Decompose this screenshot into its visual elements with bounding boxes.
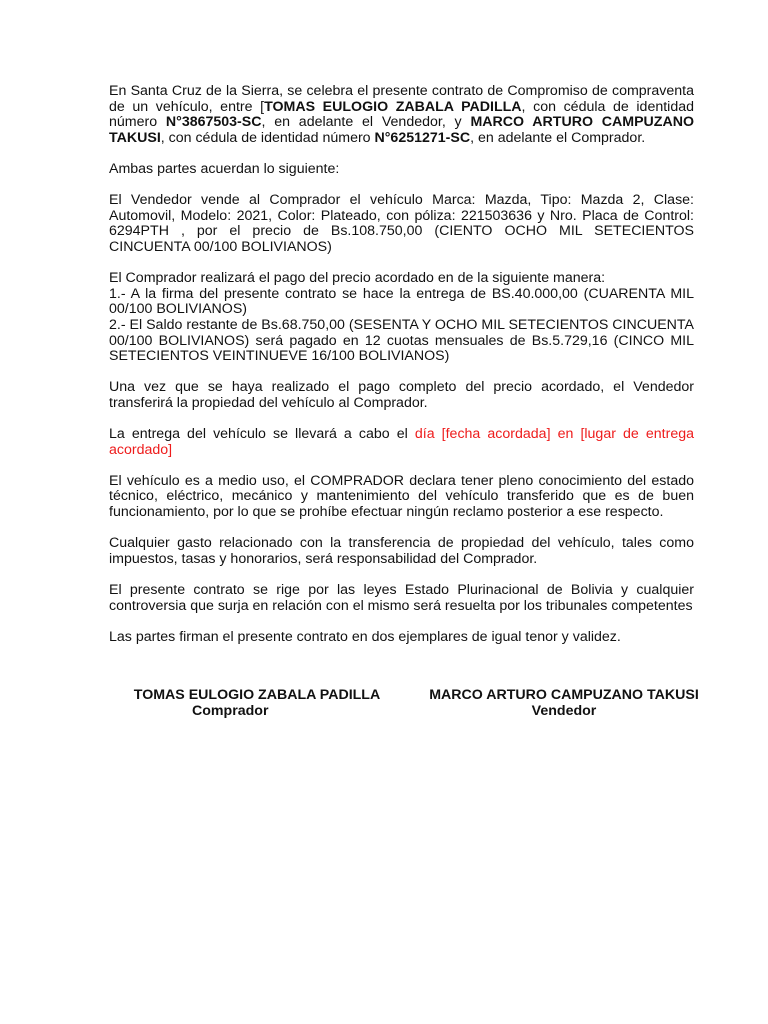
signing-statement: Las partes firman el presente contrato en dos ejemplares de igual tenor y validez. [109,628,621,645]
seller-signature-name: MARCO ARTURO CAMPUZANO TAKUSI [429,687,699,703]
payment-item-2: 2.- El Saldo restante de Bs.68.750,00 (SESENTA Y OCHO MIL SETECIENTOS CINCUENTA 00/100 BOLIVIANOS) será pagado en 12 cuotas mensuales de Bs.5.729,16 (CINCO MIL SETECIENTOS VEINTINUEVE 16/100 BOLIVIANOS) [109,316,694,365]
intro-text-e: , en adelante el Comprador. [470,129,646,146]
intro-text-b: , con cédula de identidad número [109,98,694,131]
jurisdiction-paragraph: El presente contrato se rige por las leyes Estado Plurinacional de Bolivia y cualquier controversia que surja en relación con el mismo será resuelta por los tribunales competentes [109,582,694,614]
payment-terms-block [109,271,694,365]
intro-text-a: En Santa Cruz de la Sierra, se celebra el presente contrato de Compromiso de compraventa de un vehículo, entre [ [109,83,694,115]
buyer-id-inline: N°3867503-SC [165,114,262,131]
delivery-paragraph [109,427,694,458]
buyer-signature-block [128,687,386,719]
payment-terms-intro: El Comprador realizará el pago del precio acordado en de la siguiente manera: [109,270,606,287]
seller-id-inline: N°6251271-SC [374,129,471,146]
contract-body [109,84,694,661]
seller-signature-block [424,687,704,719]
buyer-signature-name: TOMAS EULOGIO ZABALA PADILLA [133,687,381,703]
intro-text-c: , en adelante el Vendedor, y [261,114,471,131]
seller-name-inline: MARCO ARTURO CAMPUZANO TAKUSI [109,114,694,146]
delivery-placeholder: día [fecha acordada] en [lugar de entrega acordado] [109,426,694,458]
ownership-transfer-paragraph: Una vez que se haya realizado el pago completo del precio acordado, el Vendedor transferirá la propiedad del vehículo al Comprador. [109,379,694,411]
payment-item-1: 1.- A la firma del presente contrato se hace la entrega de BS.40.000,00 (CUARENTA MIL 00/100 BOLIVIANOS) [109,285,694,318]
intro-text-d: , con cédula de identidad número [160,129,375,146]
vehicle-sale-paragraph: El Vendedor vende al Comprador el vehículo Marca: Mazda, Tipo: Mazda 2, Clase: Automovil, Modelo: 2021, Color: Plateado, con póliza: 221503636 y Nro. Placa de Control: 6294PTH , por el precio de Bs.108.750,00 (CIENTO OCHO MIL SETECIENTOS CINCUENTA 00/100 BOLIVIANOS) [109,192,694,255]
vehicle-condition-paragraph: El vehículo es a medio uso, el COMPRADOR declara tener pleno conocimiento del estado técnico, eléctrico, mecánico y mantenimiento del vehículo transferido que es de buen funcionamiento, por lo que se prohíbe efectuar ningún reclamo posterior a ese respecto. [109,472,694,521]
seller-signature-role: Vendedor [531,703,597,719]
agreement-statement: Ambas partes acuerdan lo siguiente: [109,160,340,177]
expenses-paragraph: Cualquier gasto relacionado con la transferencia de propiedad del vehículo, tales como impuestos, tasas y honorarios, será responsabilidad del Comprador. [109,535,694,567]
contract-intro-paragraph [109,84,694,146]
buyer-name-inline: TOMAS EULOGIO ZABALA PADILLA [264,98,522,115]
buyer-signature-role: Comprador [192,703,269,719]
delivery-text: La entrega del vehículo se llevará a cabo el [109,426,415,443]
